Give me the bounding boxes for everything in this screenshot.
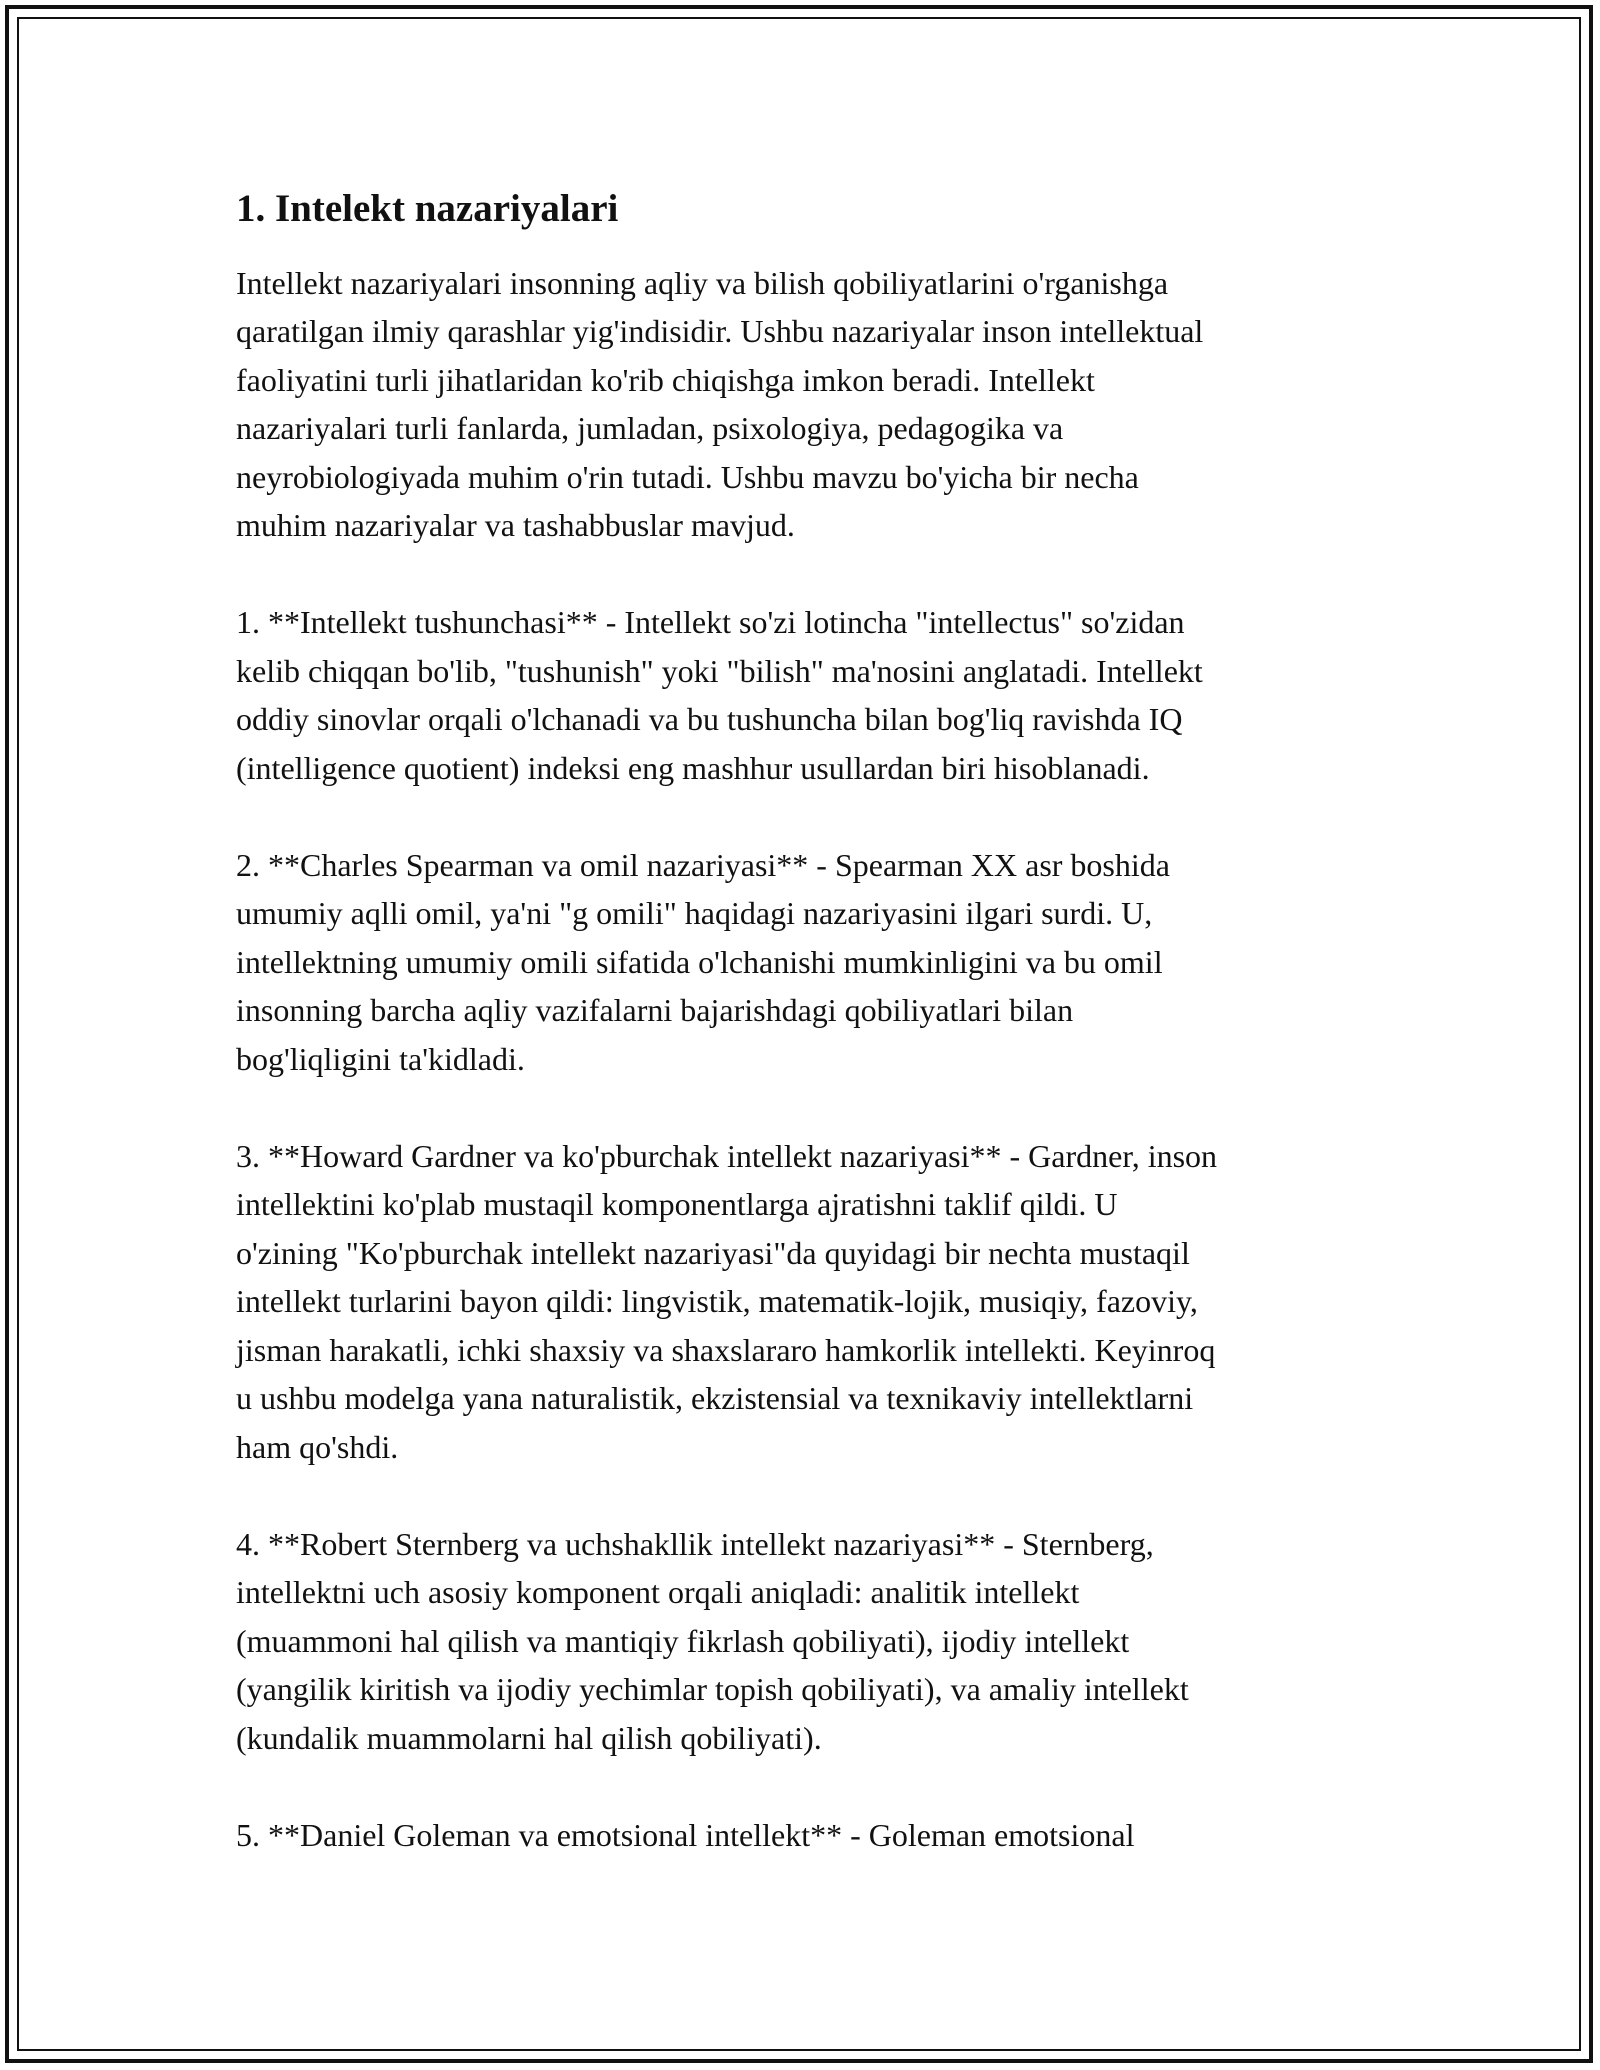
paragraph-gardner: 3. **Howard Gardner va ko'pburchak intellekt nazariyasi** - Gardner, inson intellektini ko'plab mustaqil komponentlarga ajratishni taklif qildi. U o'zining "Ko'pburchak intellekt nazariyasi"da quyidagi bir nechta mustaqil intellekt turlarini bayon qildi: lingvistik, matematik-lojik, musiqiy, fazoviy, jisman harakatli, ichki shaxsiy va shaxslararo hamkorlik intellekti. Keyinroq u ushbu modelga yana naturalistik, ekzistensial va texnikaviy intellektlarni ham qo'shdi. (236, 1137, 1218, 1465)
intro-paragraph: Intellekt nazariyalari insonning aqliy va bilish qobiliyatlarini o'rganishga qaratilgan ilmiy qarashlar yig'indisidir. Ushbu nazariyalar inson intellektual faoliyatini turli jihatlaridan ko'rib chiqishga imkon beradi. Intellekt nazariyalari turli fanlarda, jumladan, psixologiya, pedagogika va neyrobiologiyada muhim o'rin tutadi. Ushbu mavzu bo'yicha bir necha muhim nazariyalar va tashabbuslar mavjud. (236, 264, 1204, 544)
paragraph-goleman: 5. **Daniel Goleman va emotsional intellekt** - Goleman emotsional (236, 1816, 1135, 1853)
paragraph-intellekt-tushunchasi: 1. **Intellekt tushunchasi** - Intellekt so'zi lotincha "intellectus" so'zidan kelib chiqqan bo'lib, "tushunish" yoki "bilish" ma'nosini anglatadi. Intellekt oddiy sinovlar orqali o'lchanadi va bu tushuncha bilan bog'liq ravishda IQ (intelligence quotient) indeksi eng mashhur usullardan biri hisoblanadi. (236, 604, 1203, 786)
page-title: 1. Intelekt nazariyalari (236, 187, 619, 230)
paragraph-sternberg: 4. **Robert Sternberg va uchshakllik intellekt nazariyasi** - Sternberg, intellektni uch asosiy komponent orqali aniqladi: analitik intellekt (muammoni hal qilish va mantiqiy fikrlash qobiliyati), ijodiy intellekt (yangilik kiritish va ijodiy yechimlar topish qobiliyati), va amaliy intellekt (kundalik muammolarni hal qilish qobiliyati). (236, 1525, 1189, 1756)
document-body (236, 186, 1386, 1908)
paragraph-spearman: 2. **Charles Spearman va omil nazariyasi** - Spearman XX asr boshida umumiy aqlli omil, ya'ni "g omili" haqidagi nazariyasini ilgari surdi. U, intellektning umumiy omili sifatida o'lchanishi mumkinligini va bu omil insonning barcha aqliy vazifalarni bajarishdagi qobiliyatlari bilan bog'liqligini ta'kidladi. (236, 846, 1170, 1077)
